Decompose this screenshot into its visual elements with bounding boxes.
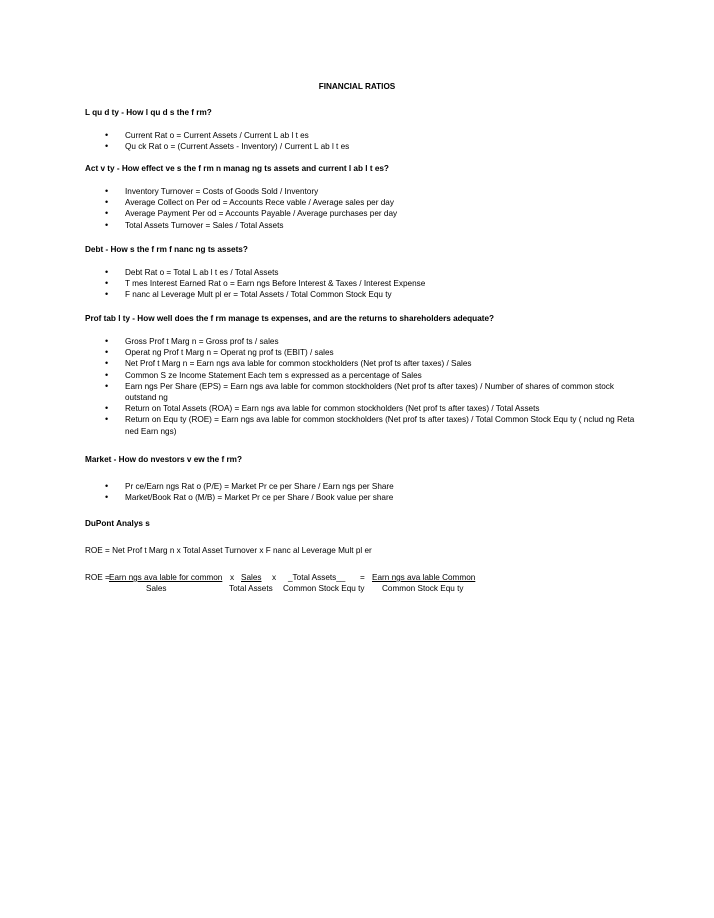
- list-item: • Return on Equ ty (ROE) = Earn ngs ava lable for common stockholders (Net prof ts after taxes) / Total Common Stock Equ ty ( nclud ng Reta ned Earn ngs): [85, 414, 645, 436]
- list-item: • Earn ngs Per Share (EPS) = Earn ngs ava lable for common stockholders (Net prof ts after taxes) / Number of shares of common stock outstand ng: [85, 381, 645, 403]
- section-heading: Debt - How s the f rm f nanc ng ts assets?: [85, 245, 248, 254]
- numerator-sales: Sales: [241, 573, 262, 582]
- dupont-formula: ROE = Net Prof t Marg n x Total Asset Turnover x F nanc al Leverage Mult pl er: [85, 546, 372, 555]
- list-item: • Average Payment Per od = Accounts Payable / Average purchases per day: [85, 208, 645, 219]
- list-item: • Total Assets Turnover = Sales / Total Assets: [85, 220, 645, 231]
- section-activity: [85, 164, 645, 231]
- numerator-earnings: Earn ngs ava lable for common: [109, 573, 223, 582]
- list-item: • Gross Prof t Marg n = Gross prof ts / sales: [85, 336, 645, 347]
- list-item: • Inventory Turnover = Costs of Goods Sold / Inventory: [85, 186, 645, 197]
- section-heading: Prof tab l ty - How well does the f rm manage ts expenses, and are the returns to shareholders adequate?: [85, 314, 495, 323]
- section-heading: L qu d ty - How l qu d s the f rm?: [85, 108, 212, 117]
- section-debt: [85, 245, 645, 301]
- list-item: • Average Collect on Per od = Accounts Rece vable / Average sales per day: [85, 197, 645, 208]
- list-item: • Debt Rat o = Total L ab l t es / Total Assets: [85, 267, 645, 278]
- list-item: • Market/Book Rat o (M/B) = Market Pr ce per Share / Book value per share: [85, 492, 645, 503]
- list-item: • Return on Total Assets (ROA) = Earn ngs ava lable for common stockholders (Net prof ts after taxes) / Total Assets: [85, 403, 645, 414]
- denominator-total-assets: Total Assets: [229, 584, 273, 593]
- section-market: [85, 455, 645, 503]
- list-item: • Qu ck Rat o = (Current Assets - Inventory) / Current L ab l t es: [85, 141, 645, 152]
- operator: x: [230, 573, 235, 582]
- operator: =: [360, 573, 365, 582]
- denominator-equity: Common Stock Equ ty: [283, 584, 365, 593]
- list-item: • F nanc al Leverage Mult pl er = Total Assets / Total Common Stock Equ ty: [85, 289, 645, 300]
- ratio-list: [85, 336, 645, 437]
- ratio-list: [85, 186, 645, 231]
- operator: x: [272, 573, 277, 582]
- page-title: FINANCIAL RATIOS: [318, 82, 396, 91]
- ratio-list: [85, 267, 645, 301]
- denominator-equity-common: Common Stock Equ ty: [382, 584, 464, 593]
- section-profitability: [85, 314, 645, 437]
- list-item: • Pr ce/Earn ngs Rat o (P/E) = Market Pr ce per Share / Earn ngs per Share: [85, 481, 645, 492]
- list-item: • Operat ng Prof t Marg n = Operat ng prof ts (EBIT) / sales: [85, 347, 645, 358]
- section-heading: Act v ty - How effect ve s the f rm n manag ng ts assets and current l ab l t es?: [85, 164, 389, 173]
- ratio-list: [85, 130, 645, 152]
- section-liquidity: [85, 108, 645, 152]
- denominator-sales: Sales: [146, 584, 167, 593]
- frac-prefix: ROE =: [85, 573, 110, 582]
- list-item: • T mes Interest Earned Rat o = Earn ngs Before Interest & Taxes / Interest Expense: [85, 278, 645, 289]
- numerator-earnings-common: Earn ngs ava lable Common: [372, 573, 476, 582]
- ratio-list: [85, 481, 645, 503]
- list-item: • Net Prof t Marg n = Earn ngs ava lable for common stockholders (Net prof ts after taxes) / Sales: [85, 358, 645, 369]
- list-item: • Common S ze Income Statement Each tem s expressed as a percentage of Sales: [85, 370, 645, 381]
- list-item: • Current Rat o = Current Assets / Current L ab l t es: [85, 130, 645, 141]
- dupont-heading: DuPont Analys s: [85, 519, 150, 528]
- section-heading: Market - How do nvestors v ew the f rm?: [85, 455, 242, 464]
- numerator-total-assets: _Total Assets__: [288, 573, 346, 582]
